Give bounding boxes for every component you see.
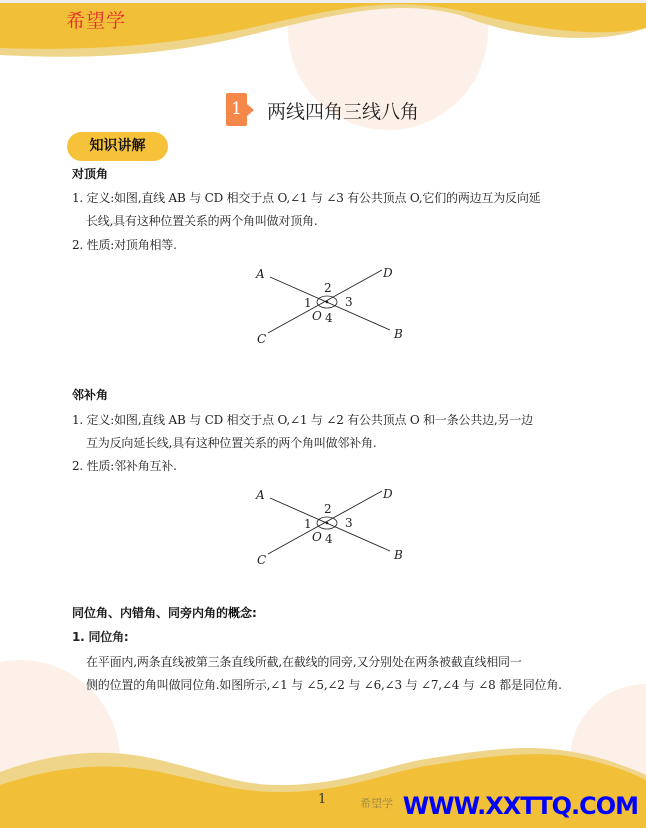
vertical-angles-line-3: 2. 性质:对顶角相等. — [72, 238, 177, 252]
watermark: WWW.XXTTQ.COM — [402, 792, 638, 820]
point-o — [326, 301, 329, 304]
label-angle-1: 1 — [304, 296, 312, 310]
label-a: A — [256, 488, 265, 502]
label-angle-2: 2 — [324, 281, 332, 295]
concepts-line-2: 侧的位置的角叫做同位角.如图所示,∠1 与 ∠5,∠2 与 ∠6,∠3 与 ∠7,∠4 与 ∠8 都是同位角. — [86, 678, 562, 692]
label-angle-4: 4 — [325, 311, 333, 325]
supplementary-angles-line-1: 1. 定义:如图,直线 AB 与 CD 相交于点 O,∠1 与 ∠2 有公共顶点 O 和一条公共边,另一边 — [72, 413, 533, 427]
intersecting-lines-diagram-2 — [250, 483, 410, 571]
vertical-angles-line-2: 长线,具有这种位置关系的两个角叫做对顶角. — [86, 214, 318, 228]
label-a: A — [256, 267, 265, 281]
label-angle-1: 1 — [304, 517, 312, 531]
section-number-arrow — [247, 104, 254, 116]
concepts-line-1: 在平面内,两条直线被第三条直线所截,在截线的同旁,又分别处在两条被截直线相同一 — [86, 655, 522, 669]
point-o — [326, 522, 329, 525]
label-d: D — [383, 487, 393, 501]
label-d: D — [383, 266, 393, 280]
section-title: 两线四角三线八角 — [267, 101, 420, 123]
brand-logo: 希望学 — [66, 10, 127, 32]
intersecting-lines-diagram-1 — [250, 262, 410, 350]
vertical-angles-heading: 对顶角 — [72, 167, 109, 181]
label-c: C — [257, 332, 267, 346]
label-angle-3: 3 — [345, 295, 353, 309]
supplementary-angles-line-3: 2. 性质:邻补角互补. — [72, 459, 177, 473]
label-b: B — [394, 548, 403, 562]
faint-watermark: 希望学 — [360, 797, 393, 810]
corresponding-angles-title-text: 1. 同位角: — [72, 630, 129, 644]
knowledge-badge: 知识讲解 — [67, 132, 168, 161]
page-number: 1 — [318, 792, 327, 807]
supplementary-angles-heading: 邻补角 — [72, 388, 109, 402]
supplementary-angles-line-2: 互为反向延长线,具有这种位置关系的两个角叫做邻补角. — [86, 436, 377, 450]
label-angle-2: 2 — [324, 502, 332, 516]
label-angle-3: 3 — [345, 516, 353, 530]
section-number-badge: 1 — [226, 93, 247, 126]
label-o: O — [312, 309, 322, 323]
label-angle-4: 4 — [325, 532, 333, 546]
corresponding-angles-title — [72, 628, 129, 645]
concepts-heading: 同位角、内错角、同旁内角的概念: — [72, 606, 257, 620]
label-o: O — [312, 530, 322, 544]
label-c: C — [257, 553, 267, 567]
vertical-angles-line-1: 1. 定义:如图,直线 AB 与 CD 相交于点 O,∠1 与 ∠3 有公共顶点 O,它们的两边互为反向延 — [72, 191, 541, 205]
label-b: B — [394, 327, 403, 341]
